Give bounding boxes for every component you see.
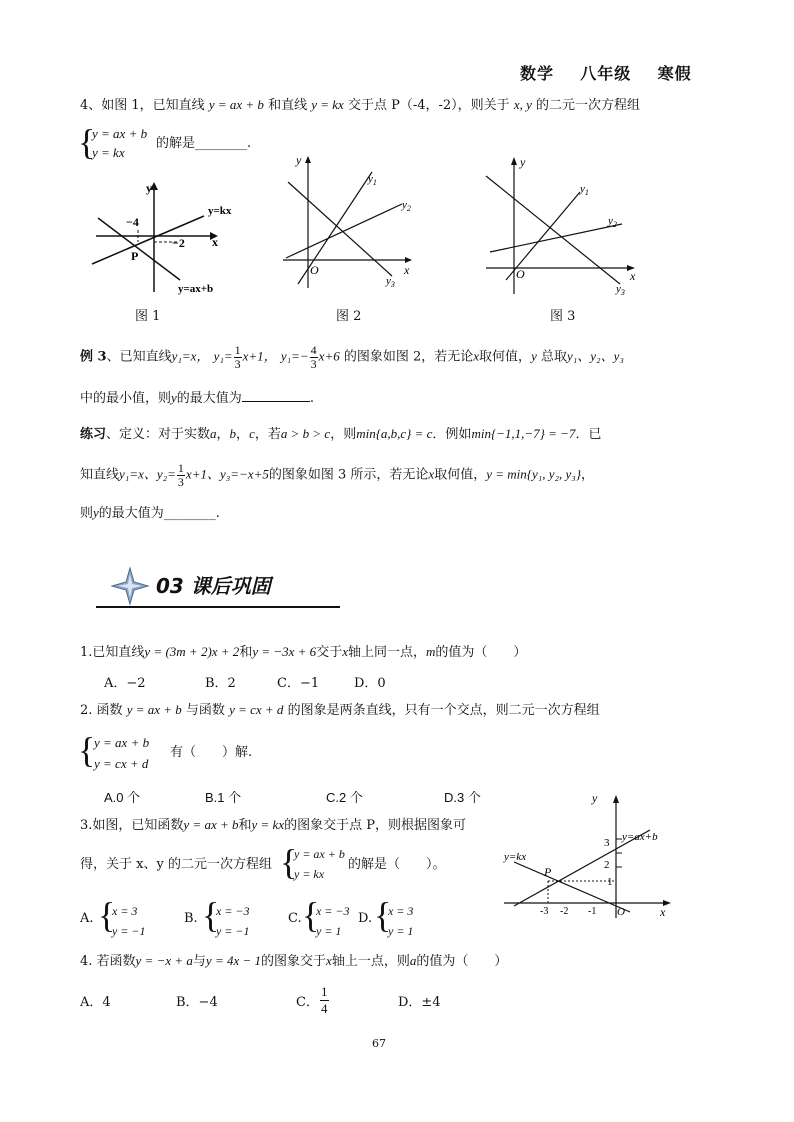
p3-y-label: y xyxy=(592,791,598,805)
q4-stem: 4、如图 1，已知直线 y = ax + b 和直线 y = kx 交于点 P（-4，-2），则关于 x, y 的二元一次方程组 xyxy=(80,97,641,113)
p3-origin: O xyxy=(617,906,625,918)
q4-system: { y = ax + b y = kx 的解是________. xyxy=(78,122,252,162)
p3-line-ykx xyxy=(514,862,630,912)
p3-point-p: P xyxy=(544,865,552,879)
fig1-p: P xyxy=(131,249,139,263)
figure-1 xyxy=(84,180,244,295)
fig2-x-label: x xyxy=(404,263,410,277)
p3-tick-n1: -1 xyxy=(588,906,597,917)
fig2-line-y2 xyxy=(286,204,402,258)
p1-option-d[interactable]: D．0 xyxy=(354,676,386,691)
practice-line2: 知直线y₁=x、y₂= $\frac{1}{3}$ x+1、y₃=−x+5的图象如图 3 所示，若无论x取何值，y = min{y₁, y₂, y₃}， xyxy=(80,461,595,489)
fig2-caption: 图 2 xyxy=(336,309,362,324)
p3-ykx-label: y=kx xyxy=(504,851,527,863)
p3-tick-3: 3 xyxy=(604,837,610,849)
fig1-line-ykx xyxy=(92,216,204,264)
q4-solution: 的解是________. xyxy=(156,136,252,151)
fig2-y-label: y xyxy=(296,153,302,167)
header xyxy=(520,64,692,83)
p1-option-a[interactable]: A．−2 xyxy=(104,676,146,691)
p4-option-a[interactable]: A．4 xyxy=(80,995,111,1010)
p3-x-label: x xyxy=(660,905,666,919)
p2-option-d[interactable]: D.3 个 xyxy=(444,790,481,805)
fig1-caption: 图 1 xyxy=(135,309,161,324)
p2-system: { y = ax + b y = cx + d 有（ ）解. xyxy=(78,730,253,771)
fig2-y3-label: $y_3$ xyxy=(386,275,395,289)
header-term: 寒假 xyxy=(657,64,692,83)
p2-stem: 2. 函数 y = ax + b 与函数 y = cx + d 的图象是两条直线，只有一个交点，则二元一次方程组 xyxy=(80,702,600,718)
p3-option-b[interactable]: B. { x = −3 y = −1 xyxy=(184,895,250,938)
p4-option-d[interactable]: D．±4 xyxy=(398,995,441,1010)
fig1-yaxb-label: y=ax+b xyxy=(178,283,214,295)
fig2-y1-label: $y_1$ xyxy=(368,173,377,187)
fig3-y-label: y xyxy=(520,155,526,169)
p3-option-c[interactable]: C. { x = −3 y = 1 xyxy=(288,895,350,938)
p4-option-c[interactable]: C． 1 4 xyxy=(296,984,328,1016)
example3-line1: 例 3、已知直线y₁=x， y₁= $\frac{1}{3}$ x+1， y₁=− $\frac{4}{3}$ x+6 的图象如图 2，若无论x取何值，y 总取y₁、y₂、y₃ xyxy=(80,343,624,371)
fig1-x-label: x xyxy=(212,235,218,249)
p3-tick-1: 1 xyxy=(607,876,613,888)
p3-tick-2: 2 xyxy=(604,859,610,871)
p3-tick-n2: -2 xyxy=(560,906,569,917)
p4-stem: 4. 若函数y = −x + a与y = 4x − 1的图象交于x轴上一点，则a的值为（ ） xyxy=(80,953,508,969)
figure-3 xyxy=(480,152,645,297)
example3-blank xyxy=(242,401,310,402)
section-header xyxy=(110,566,350,612)
p3-system: { y = ax + b y = kx 的解是（ ）。 xyxy=(280,842,446,882)
fig3-y3-label: $y_3$ xyxy=(616,283,625,297)
p3-option-a[interactable]: A. { x = 3 y = −1 xyxy=(80,895,146,938)
p2-tail: 有（ ）解. xyxy=(170,745,253,760)
example3-line2: 中的最小值，则y的最大值为 . xyxy=(80,390,314,406)
fig2-origin: O xyxy=(310,263,319,277)
p2-option-a[interactable]: A.0 个 xyxy=(104,790,141,805)
fig1-minus4: −4 xyxy=(126,215,139,229)
fig1-line-yaxb xyxy=(98,218,180,280)
p1-stem: 1.已知直线y = (3m + 2)x + 2和y = −3x + 6交于x轴上同一点，m的值为（ ） xyxy=(80,644,527,660)
section-title: 03 课后巩固 xyxy=(156,574,271,598)
fig1-minus2: −2 xyxy=(172,236,185,250)
figure-2 xyxy=(278,150,418,290)
practice-line1: 练习、定义：对于实数a，b，c，若a > b > c，则min{a,b,c} = c．例如min{−1,1,−7} = −7．已 xyxy=(80,426,602,442)
example3-label: 例 3 xyxy=(80,349,107,365)
section-underline xyxy=(96,606,340,608)
fig3-x-label: x xyxy=(630,269,636,283)
p4-option-b[interactable]: B．−4 xyxy=(176,995,218,1010)
p1-option-c[interactable]: C．−1 xyxy=(277,676,320,691)
p3-solution: 的解是（ ）。 xyxy=(348,857,446,872)
fig3-caption: 图 3 xyxy=(550,309,576,324)
p2-option-c[interactable]: C.2 个 xyxy=(326,790,363,805)
fig2-y2-label: $y_2$ xyxy=(402,199,411,213)
fig3-y1-label: $y_1$ xyxy=(580,183,589,197)
p3-option-d[interactable]: D. { x = 3 y = 1 xyxy=(358,895,414,938)
page-number: 67 xyxy=(372,1037,386,1050)
p1-option-b[interactable]: B．2 xyxy=(205,676,236,691)
practice-line3: 则y的最大值为________. xyxy=(80,505,220,521)
fig3-line-y2 xyxy=(490,224,622,252)
header-subject: 数学 xyxy=(520,64,555,83)
p3-yaxb-label: y=ax+b xyxy=(622,831,658,843)
practice-label: 练习 xyxy=(80,427,107,442)
fig3-origin: O xyxy=(516,267,525,281)
p2-option-b[interactable]: B.1 个 xyxy=(205,790,242,805)
p3-tick-n3: -3 xyxy=(540,906,549,917)
p3-line2: 得，关于 x、y 的二元一次方程组 xyxy=(80,857,272,872)
p3-stem: 3.如图，已知函数y = ax + b和y = kx的图象交于点 P，则根据图象可 xyxy=(80,817,466,833)
fig1-ykx-label: y=kx xyxy=(208,205,232,217)
header-grade: 八年级 xyxy=(580,64,632,83)
fig1-y-label: y xyxy=(146,181,152,195)
star-icon xyxy=(110,566,150,606)
fig3-y2-label: $y_2$ xyxy=(608,215,617,229)
fig2-line-y3 xyxy=(288,182,392,276)
p3-graph xyxy=(500,790,680,920)
